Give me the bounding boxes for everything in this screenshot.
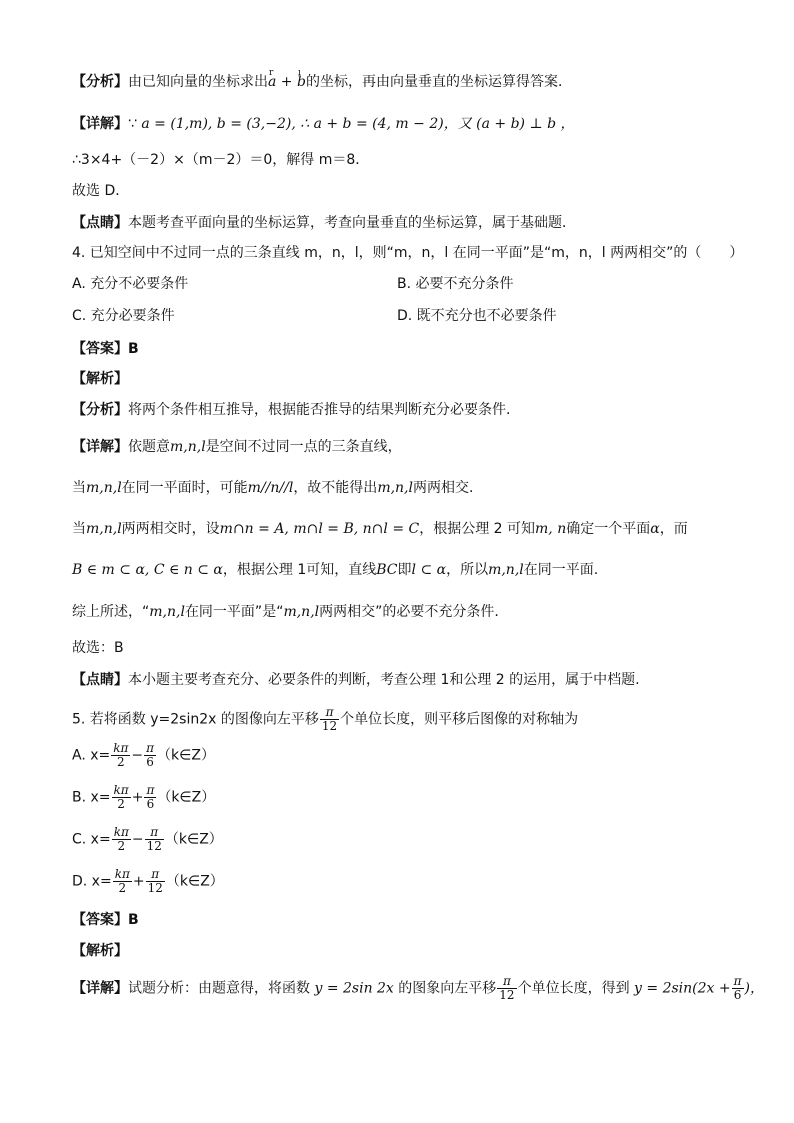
analysis-tail: 的坐标，再由向量垂直的坐标运算得答案．	[305, 74, 572, 90]
option-5-a	[72, 742, 215, 769]
denominator: 12	[147, 881, 163, 895]
reasoning-line-1	[72, 478, 473, 498]
math: m,n,l	[86, 480, 122, 496]
explanation-5-heading: 【解析】	[72, 943, 128, 959]
option-5-b	[72, 784, 215, 811]
numerator: kπ	[114, 867, 130, 881]
question-4-stem: 4. 已知空间中不过同一点的三条直线 m，n，l，则“m，n，l 在同一平面”是“m，n，l 两两相交”的（ ）	[72, 245, 744, 261]
choose-line: 故选 D．	[72, 183, 130, 199]
fraction	[144, 784, 156, 811]
vector-formula: a = (1,m), b = (3,−2), ∴ a + b = (4, m − 2)	[141, 116, 444, 132]
numerator: π	[733, 974, 742, 988]
text: 在同一平面.	[523, 562, 599, 578]
text: 两两相交”的必要不充分条件.	[319, 604, 499, 620]
comment-4-text: 本小题主要考查充分、必要条件的判断，考查公理 1和公理 2 的运用，属于中档题.	[128, 672, 640, 688]
math: y = 2sin 2x	[314, 980, 394, 997]
fraction	[113, 868, 132, 895]
text: ，根据公理 1可知，直线	[222, 562, 377, 578]
option-5-d	[72, 868, 224, 895]
numerator: π	[146, 868, 165, 882]
text: 在同一平面”是“	[184, 604, 284, 620]
fraction	[146, 868, 165, 895]
fraction	[497, 975, 516, 1002]
detail-4	[72, 437, 402, 457]
conclusion-line	[72, 602, 499, 622]
math: l ⊂ α	[411, 562, 447, 578]
math: m//n//l	[247, 480, 294, 496]
math: B ∈ m ⊂ α, C ∈ n ⊂ α	[72, 562, 223, 578]
option-label: C. x=	[72, 831, 111, 848]
text: 综上所述，“	[72, 604, 150, 620]
analysis-tag: 【分析】	[72, 74, 128, 90]
analysis-4-text: 将两个条件相互推导，根据能否推导的结果判断充分必要条件.	[128, 402, 511, 418]
comment-text: 本题考查平面向量的坐标运算，考查向量垂直的坐标运算，属于基础题．	[128, 215, 576, 231]
analysis-line	[72, 72, 572, 92]
numerator: kπ	[113, 825, 129, 839]
math: m,n,l	[86, 521, 122, 537]
stem-text: 5. 若将函数 y=2sin2x 的图像向左平移	[72, 711, 319, 728]
text: 即	[397, 562, 412, 578]
analysis-4-tag: 【分析】	[72, 402, 128, 418]
choose-4-line: 故选：B	[72, 640, 124, 656]
operator: +	[131, 789, 144, 806]
text: ，故不能得出	[293, 480, 378, 496]
math: α	[650, 521, 660, 537]
stem-text: 个单位长度，则平移后图像的对称轴为	[340, 711, 579, 728]
detail-line	[72, 114, 575, 134]
denominator: 12	[146, 839, 162, 853]
text: 当	[72, 480, 86, 496]
reasoning-line-2	[72, 519, 688, 539]
fraction	[320, 706, 339, 733]
fraction	[112, 784, 131, 811]
math: m,n,l	[488, 562, 524, 578]
text: 的图象向左平移	[398, 980, 497, 997]
detail-4-text-2: 是空间不过同一点的三条直线，	[205, 439, 402, 455]
text: ，所以	[446, 562, 489, 578]
math: BC	[376, 562, 398, 578]
denominator: 2	[118, 881, 127, 895]
perpendicular-formula: ，又 (a + b) ⊥ b ，	[443, 116, 575, 132]
numerator: π	[146, 741, 155, 755]
option-label: A. x=	[72, 747, 111, 764]
explanation-4-heading: 【解析】	[72, 371, 128, 387]
text: 当	[72, 521, 86, 537]
lines-math: m,n,l	[170, 439, 206, 455]
option-condition: （k∈Z）	[165, 873, 224, 890]
option-4c: C. 充分必要条件	[72, 308, 175, 324]
numerator: π	[145, 826, 164, 840]
vector-sum-formula: r a + ı b	[268, 74, 306, 90]
solution-line: ∴3×4+（－2）×（m－2）＝0，解得 m＝8．	[72, 152, 370, 168]
answer-5: 【答案】B	[72, 912, 139, 928]
operator: −	[131, 747, 144, 764]
numerator: kπ	[113, 783, 129, 797]
operator: −	[131, 831, 144, 848]
math: m,n,l	[377, 480, 413, 496]
math: m, n	[535, 521, 567, 537]
detail-4-text: 依题意	[128, 439, 170, 455]
option-4b: B. 必要不充分条件	[397, 276, 514, 292]
detail-5-tag: 【详解】	[72, 980, 128, 997]
math: m,n,l	[283, 604, 320, 620]
question-5-stem	[72, 706, 578, 733]
option-label: D. x=	[72, 873, 112, 890]
fraction	[145, 826, 164, 853]
option-4a: A. 充分不必要条件	[72, 276, 189, 292]
text: ，根据公理 2 可知	[419, 521, 536, 537]
numerator: π	[146, 783, 155, 797]
text: 个单位长度，得到	[517, 980, 630, 997]
analysis-4	[72, 400, 510, 420]
fraction	[144, 742, 156, 769]
numerator: π	[497, 975, 516, 989]
operator: +	[132, 873, 145, 890]
text: 两两相交.	[412, 480, 474, 496]
denominator: 2	[117, 797, 125, 811]
fraction	[112, 826, 131, 853]
math: m,n,l	[149, 604, 185, 620]
text: 在同一平面时，可能	[121, 480, 248, 496]
analysis-text: 由已知向量的坐标求出	[128, 74, 268, 90]
math: )，	[744, 980, 764, 997]
comment-4-line	[72, 670, 640, 690]
detail-4-tag: 【详解】	[72, 439, 128, 455]
fraction	[732, 975, 744, 1002]
text: 两两相交时，设	[121, 521, 220, 537]
option-4d: D. 既不充分也不必要条件	[397, 308, 557, 324]
detail-tag: 【详解】	[72, 116, 128, 132]
fraction	[111, 742, 130, 769]
option-condition: （k∈Z）	[157, 789, 216, 806]
denominator: 2	[117, 839, 126, 853]
option-label: B. x=	[72, 789, 111, 806]
text: ，而	[659, 521, 688, 537]
reasoning-line-3	[72, 560, 598, 580]
denominator: 6	[146, 755, 154, 769]
detail-5	[72, 975, 764, 1002]
denominator: 6	[146, 797, 155, 811]
comment-4-tag: 【点睛】	[72, 672, 128, 688]
text: 确定一个平面	[566, 521, 651, 537]
numerator: kπ	[113, 741, 129, 755]
option-5-c	[72, 826, 223, 853]
comment-tag: 【点睛】	[72, 215, 128, 231]
option-condition: （k∈Z）	[164, 831, 223, 848]
math: m∩n = A, m∩l = B, n∩l = C	[219, 521, 420, 537]
comment-line	[72, 213, 576, 233]
answer-4: 【答案】B	[72, 341, 139, 357]
denominator: 12	[499, 988, 515, 1002]
option-condition: （k∈Z）	[157, 747, 215, 764]
text: 试题分析：由题意得，将函数	[128, 980, 310, 997]
denominator: 2	[117, 755, 125, 769]
denominator: 12	[321, 719, 338, 733]
denominator: 6	[733, 988, 742, 1002]
math: y = 2sin(2x +	[634, 980, 731, 997]
numerator: π	[320, 706, 339, 720]
since-symbol: ∵	[128, 116, 137, 132]
